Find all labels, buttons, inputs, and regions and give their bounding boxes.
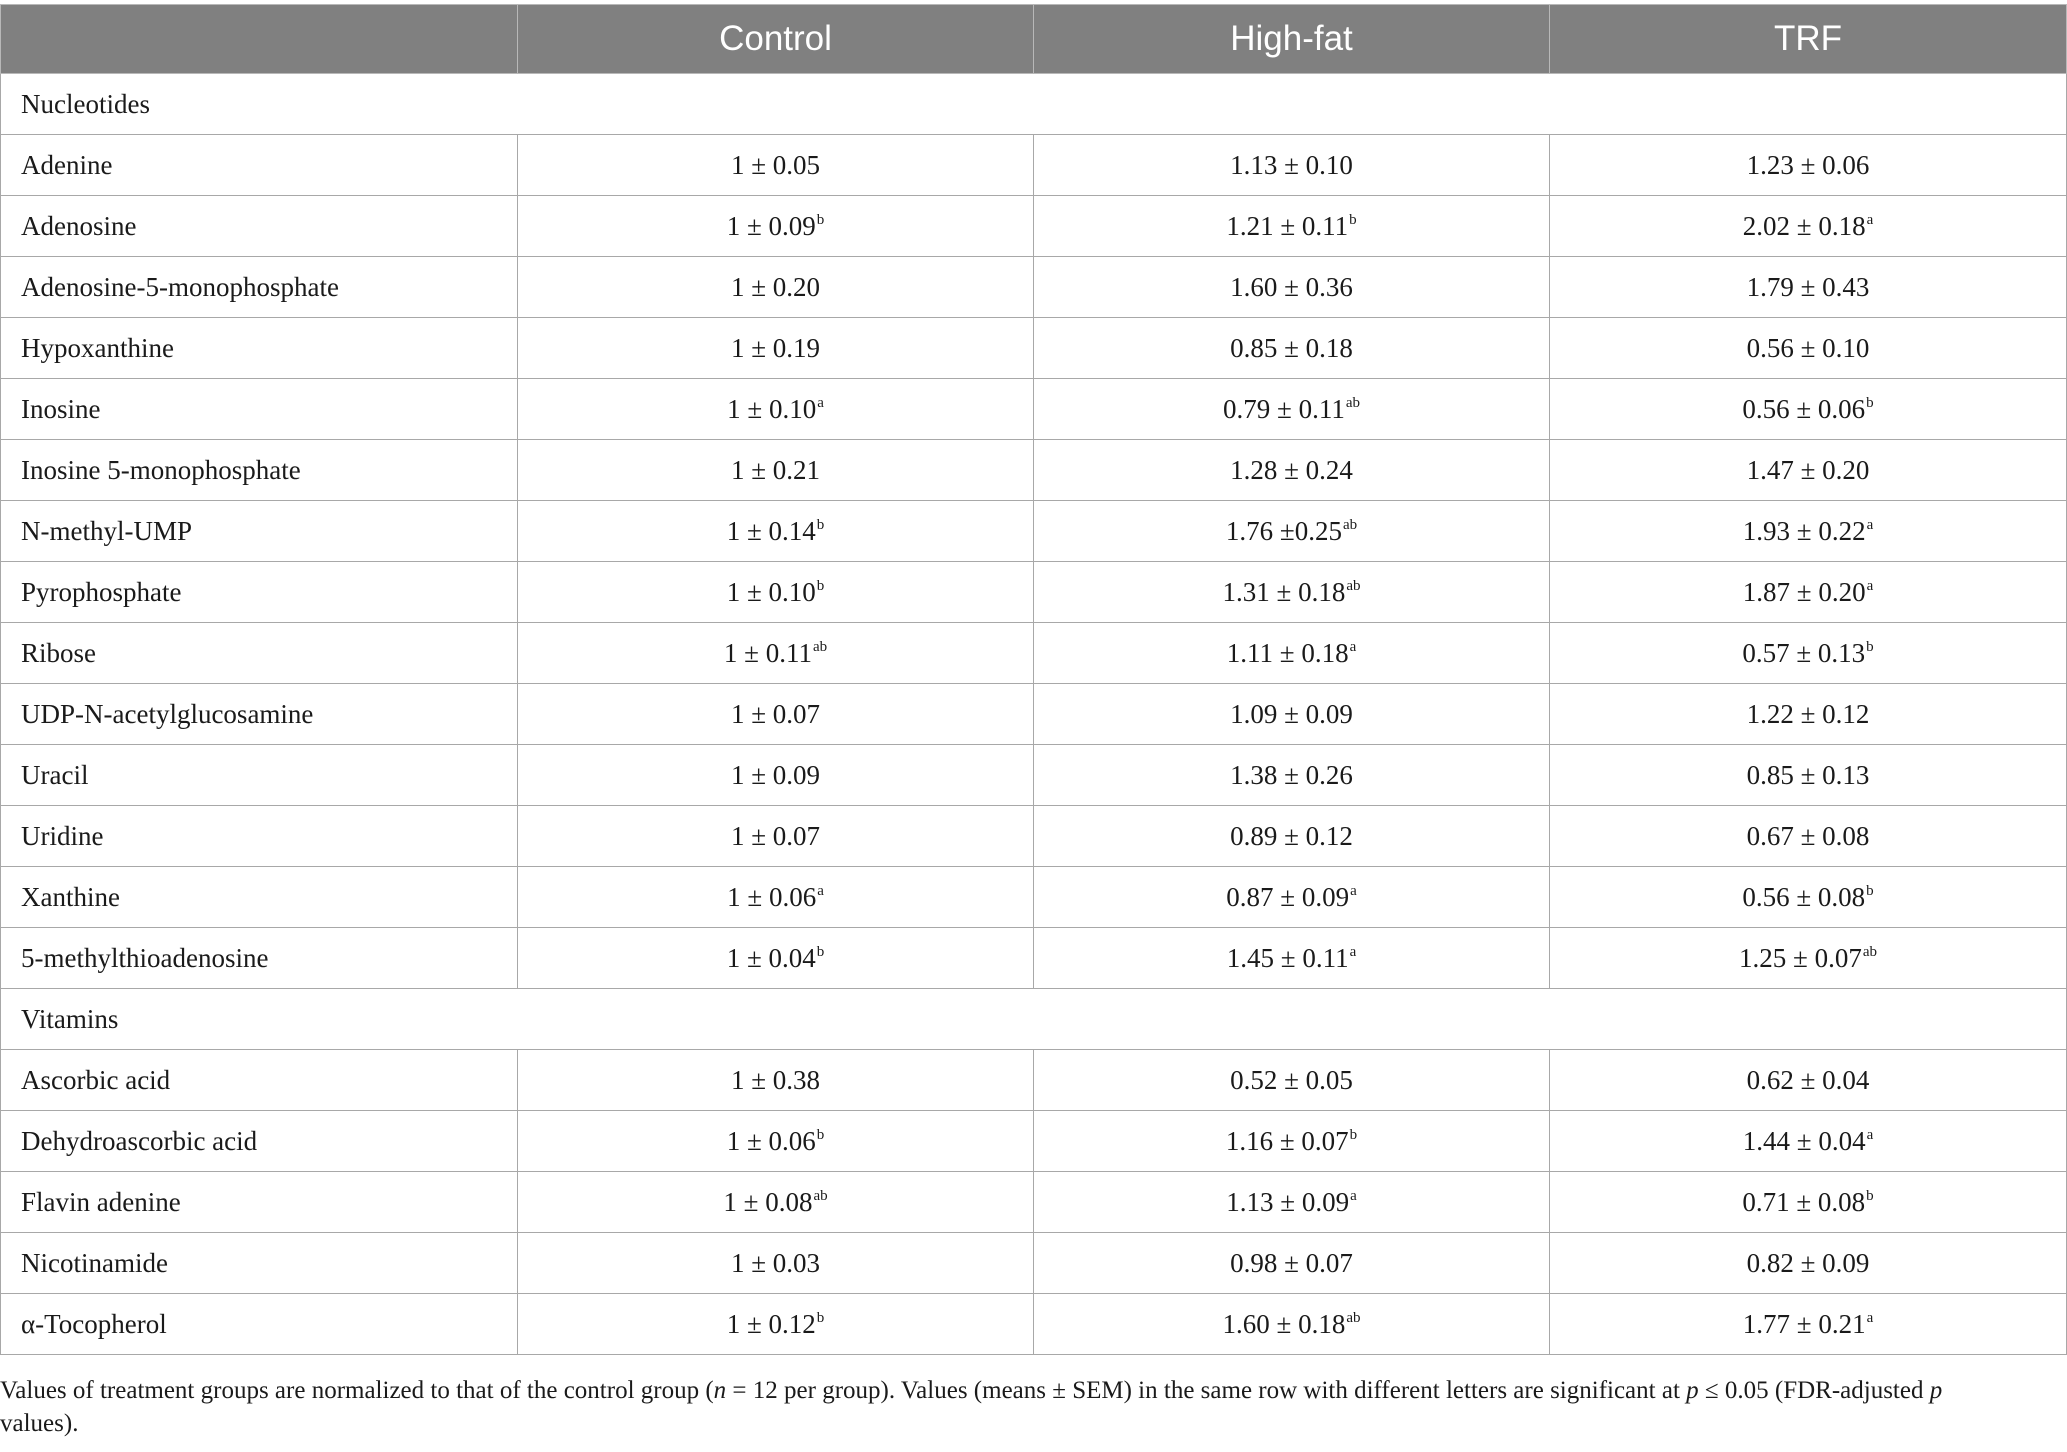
mean-sem-value: 0.71 ± 0.08 [1742, 1186, 1866, 1217]
mean-sem-value: 1 ± 0.04 [726, 942, 816, 973]
metabolite-name: Inosine [1, 379, 518, 440]
trf-value-cell [1550, 379, 2067, 440]
mean-sem-value: 1 ± 0.06 [726, 1125, 816, 1156]
mean-sem-value: 1 ± 0.05 [730, 149, 821, 180]
header-row [1, 5, 2067, 74]
header-high-fat: High-fat [1034, 5, 1550, 74]
trf-value-cell [1550, 501, 2067, 562]
footnote-text-2: = 12 per group). Values (means ± SEM) in the same row with different letters are significant at [726, 1377, 1687, 1404]
significance-letter: ab [812, 638, 828, 655]
mean-sem-value: 1.09 ± 0.09 [1230, 698, 1353, 729]
mean-sem-value: 0.85 ± 0.18 [1230, 332, 1353, 363]
trf-value-cell [1550, 1050, 2067, 1111]
significance-letter: b [1349, 1126, 1358, 1143]
trf-value-cell [1550, 745, 2067, 806]
table-row [1, 684, 2067, 745]
mean-sem-value: 0.82 ± 0.09 [1746, 1247, 1870, 1278]
high-fat-value-cell [1034, 196, 1550, 257]
metabolite-table [0, 4, 2067, 1355]
mean-sem-value: 1 ± 0.14 [726, 515, 816, 546]
mean-sem-value: 1 ± 0.21 [730, 454, 821, 485]
significance-letter: b [1349, 211, 1357, 228]
mean-sem-value: 1.13 ± 0.10 [1230, 149, 1353, 180]
significance-letter: a [817, 882, 824, 899]
mean-sem-value: 0.62 ± 0.04 [1746, 1064, 1870, 1095]
mean-sem-value: 1.21 ± 0.11 [1226, 210, 1349, 241]
mean-sem-value: 1.22 ± 0.12 [1746, 698, 1870, 729]
control-value-cell [518, 257, 1034, 318]
trf-value-cell [1550, 684, 2067, 745]
mean-sem-value: 1 ± 0.03 [730, 1247, 821, 1278]
significance-letter: ab [1342, 516, 1358, 533]
significance-letter: b [816, 516, 825, 533]
control-value-cell [518, 562, 1034, 623]
high-fat-value-cell [1034, 806, 1550, 867]
mean-sem-value: 1.87 ± 0.20 [1742, 576, 1866, 607]
control-value-cell [518, 867, 1034, 928]
high-fat-value-cell [1034, 257, 1550, 318]
metabolite-name: Ribose [1, 623, 518, 684]
mean-sem-value: 1.47 ± 0.20 [1746, 454, 1870, 485]
metabolite-name: Nicotinamide [1, 1233, 518, 1294]
metabolite-name: Pyrophosphate [1, 562, 518, 623]
high-fat-value-cell [1034, 928, 1550, 989]
footnote-text-3: ≤ 0.05 (FDR-adjusted [1698, 1377, 1930, 1404]
table-footnote [0, 1374, 1990, 1440]
trf-value-cell [1550, 318, 2067, 379]
mean-sem-value: 0.56 ± 0.06 [1742, 393, 1866, 424]
control-value-cell [518, 684, 1034, 745]
significance-letter: b [816, 577, 825, 594]
metabolite-name: Uracil [1, 745, 518, 806]
significance-letter: b [816, 1309, 825, 1326]
footnote-n: n [713, 1377, 727, 1404]
significance-letter: a [1866, 516, 1874, 533]
table-row [1, 1050, 2067, 1111]
mean-sem-value: 1 ± 0.07 [730, 820, 821, 851]
table-row [1, 867, 2067, 928]
table-row [1, 196, 2067, 257]
mean-sem-value: 1 ± 0.09 [730, 759, 821, 790]
mean-sem-value: 1.31 ± 0.18 [1222, 576, 1346, 607]
high-fat-value-cell [1034, 1294, 1550, 1355]
control-value-cell [518, 806, 1034, 867]
significance-letter: a [1866, 211, 1874, 228]
significance-letter: a [1350, 882, 1357, 899]
significance-letter: b [1866, 394, 1874, 411]
high-fat-value-cell [1034, 867, 1550, 928]
mean-sem-value: 1.44 ± 0.04 [1742, 1125, 1866, 1156]
high-fat-value-cell [1034, 1172, 1550, 1233]
high-fat-value-cell [1034, 440, 1550, 501]
table-row [1, 1172, 2067, 1233]
high-fat-value-cell [1034, 745, 1550, 806]
table-row [1, 928, 2067, 989]
control-value-cell [518, 196, 1034, 257]
metabolite-name: α-Tocopherol [1, 1294, 518, 1355]
metabolite-name: Adenine [1, 135, 518, 196]
significance-letter: b [1866, 882, 1874, 899]
metabolite-name: Hypoxanthine [1, 318, 518, 379]
high-fat-value-cell [1034, 318, 1550, 379]
mean-sem-value: 1.16 ± 0.07 [1225, 1125, 1349, 1156]
section-row [1, 74, 2067, 135]
mean-sem-value: 1.11 ± 0.18 [1226, 637, 1349, 668]
mean-sem-value: 1.45 ± 0.11 [1226, 942, 1349, 973]
control-value-cell [518, 501, 1034, 562]
trf-value-cell [1550, 928, 2067, 989]
trf-value-cell [1550, 1111, 2067, 1172]
mean-sem-value: 0.56 ± 0.08 [1742, 881, 1866, 912]
significance-letter: ab [1346, 1309, 1361, 1326]
mean-sem-value: 0.85 ± 0.13 [1746, 759, 1870, 790]
table-row [1, 562, 2067, 623]
high-fat-value-cell [1034, 135, 1550, 196]
metabolite-name: Inosine 5-monophosphate [1, 440, 518, 501]
table-row [1, 1111, 2067, 1172]
control-value-cell [518, 135, 1034, 196]
significance-letter: ab [1862, 943, 1877, 960]
trf-value-cell [1550, 806, 2067, 867]
trf-value-cell [1550, 1294, 2067, 1355]
header-blank [1, 5, 518, 74]
control-value-cell [518, 440, 1034, 501]
control-value-cell [518, 1050, 1034, 1111]
metabolite-name: 5-methylthioadenosine [1, 928, 518, 989]
table-row [1, 318, 2067, 379]
high-fat-value-cell [1034, 379, 1550, 440]
header-control: Control [518, 5, 1034, 74]
mean-sem-value: 1.13 ± 0.09 [1226, 1186, 1350, 1217]
control-value-cell [518, 928, 1034, 989]
high-fat-value-cell [1034, 684, 1550, 745]
high-fat-value-cell [1034, 623, 1550, 684]
table-row [1, 623, 2067, 684]
metabolite-name: Xanthine [1, 867, 518, 928]
metabolite-name: Ascorbic acid [1, 1050, 518, 1111]
section-row [1, 989, 2067, 1050]
trf-value-cell [1550, 1172, 2067, 1233]
section-title: Nucleotides [1, 74, 2067, 135]
section-title: Vitamins [1, 989, 2067, 1050]
trf-value-cell [1550, 440, 2067, 501]
significance-letter: b [1866, 638, 1874, 655]
mean-sem-value: 1.38 ± 0.26 [1230, 759, 1353, 790]
high-fat-value-cell [1034, 1050, 1550, 1111]
mean-sem-value: 1 ± 0.07 [730, 698, 821, 729]
mean-sem-value: 1 ± 0.09 [726, 210, 816, 241]
trf-value-cell [1550, 135, 2067, 196]
mean-sem-value: 1 ± 0.08 [723, 1186, 813, 1217]
significance-letter: a [817, 394, 824, 411]
significance-letter: b [816, 943, 825, 960]
mean-sem-value: 1.28 ± 0.24 [1230, 454, 1353, 485]
mean-sem-value: 1 ± 0.19 [730, 332, 821, 363]
mean-sem-value: 0.56 ± 0.10 [1746, 332, 1870, 363]
mean-sem-value: 0.57 ± 0.13 [1742, 637, 1866, 668]
control-value-cell [518, 1294, 1034, 1355]
table-container [0, 4, 2067, 1355]
metabolite-name: Dehydroascorbic acid [1, 1111, 518, 1172]
high-fat-value-cell [1034, 501, 1550, 562]
mean-sem-value: 1.77 ± 0.21 [1742, 1308, 1866, 1339]
metabolite-name: UDP-N-acetylglucosamine [1, 684, 518, 745]
table-row [1, 379, 2067, 440]
table-row [1, 806, 2067, 867]
significance-letter: b [1866, 1187, 1874, 1204]
significance-letter: a [1866, 1126, 1874, 1143]
control-value-cell [518, 623, 1034, 684]
trf-value-cell [1550, 867, 2067, 928]
control-value-cell [518, 1233, 1034, 1294]
mean-sem-value: 1 ± 0.38 [730, 1064, 821, 1095]
trf-value-cell [1550, 623, 2067, 684]
high-fat-value-cell [1034, 562, 1550, 623]
metabolite-name: Uridine [1, 806, 518, 867]
significance-letter: b [816, 1126, 825, 1143]
mean-sem-value: 1.23 ± 0.06 [1746, 149, 1870, 180]
significance-letter: ab [813, 1187, 828, 1204]
table-row [1, 1294, 2067, 1355]
mean-sem-value: 1.93 ± 0.22 [1742, 515, 1866, 546]
mean-sem-value: 1.79 ± 0.43 [1746, 271, 1870, 302]
mean-sem-value: 0.89 ± 0.12 [1230, 820, 1353, 851]
mean-sem-value: 1 ± 0.20 [730, 271, 821, 302]
trf-value-cell [1550, 196, 2067, 257]
mean-sem-value: 1 ± 0.10 [726, 576, 816, 607]
mean-sem-value: 1 ± 0.10 [727, 393, 817, 424]
metabolite-name: Flavin adenine [1, 1172, 518, 1233]
significance-letter: ab [1345, 394, 1360, 411]
footnote-text-4: values). [0, 1410, 79, 1437]
mean-sem-value: 1.25 ± 0.07 [1739, 942, 1862, 973]
mean-sem-value: 1 ± 0.12 [726, 1308, 816, 1339]
mean-sem-value: 0.79 ± 0.11 [1223, 393, 1345, 424]
metabolite-name: Adenosine [1, 196, 518, 257]
high-fat-value-cell [1034, 1111, 1550, 1172]
table-row [1, 257, 2067, 318]
mean-sem-value: 0.87 ± 0.09 [1226, 881, 1350, 912]
footnote-p-2: p [1929, 1377, 1943, 1404]
significance-letter: a [1866, 1309, 1874, 1326]
mean-sem-value: 1.60 ± 0.18 [1222, 1308, 1346, 1339]
trf-value-cell [1550, 1233, 2067, 1294]
mean-sem-value: 0.98 ± 0.07 [1230, 1247, 1353, 1278]
control-value-cell [518, 1111, 1034, 1172]
metabolite-name: Adenosine-5-monophosphate [1, 257, 518, 318]
table-row [1, 501, 2067, 562]
control-value-cell [518, 1172, 1034, 1233]
significance-letter: a [1350, 1187, 1357, 1204]
table-row [1, 135, 2067, 196]
significance-letter: ab [1346, 577, 1361, 594]
control-value-cell [518, 379, 1034, 440]
significance-letter: b [816, 211, 825, 228]
control-value-cell [518, 318, 1034, 379]
control-value-cell [518, 745, 1034, 806]
footnote-text-1: Values of treatment groups are normalized to that of the control group ( [0, 1377, 714, 1404]
high-fat-value-cell [1034, 1233, 1550, 1294]
trf-value-cell [1550, 562, 2067, 623]
mean-sem-value: 1 ± 0.06 [727, 881, 817, 912]
mean-sem-value: 1.60 ± 0.36 [1230, 271, 1353, 302]
table-row [1, 745, 2067, 806]
table-row [1, 440, 2067, 501]
table-row [1, 1233, 2067, 1294]
mean-sem-value: 0.67 ± 0.08 [1746, 820, 1870, 851]
mean-sem-value: 1.76 ±0.25 [1225, 515, 1342, 546]
mean-sem-value: 2.02 ± 0.18 [1742, 210, 1866, 241]
header-trf: TRF [1550, 5, 2067, 74]
table-body [1, 74, 2067, 1355]
trf-value-cell [1550, 257, 2067, 318]
significance-letter: a [1866, 577, 1874, 594]
metabolite-name: N-methyl-UMP [1, 501, 518, 562]
significance-letter: a [1349, 943, 1357, 960]
mean-sem-value: 1 ± 0.11 [723, 637, 812, 668]
mean-sem-value: 0.52 ± 0.05 [1230, 1064, 1353, 1095]
significance-letter: a [1349, 638, 1357, 655]
footnote-p: p [1686, 1377, 1699, 1404]
